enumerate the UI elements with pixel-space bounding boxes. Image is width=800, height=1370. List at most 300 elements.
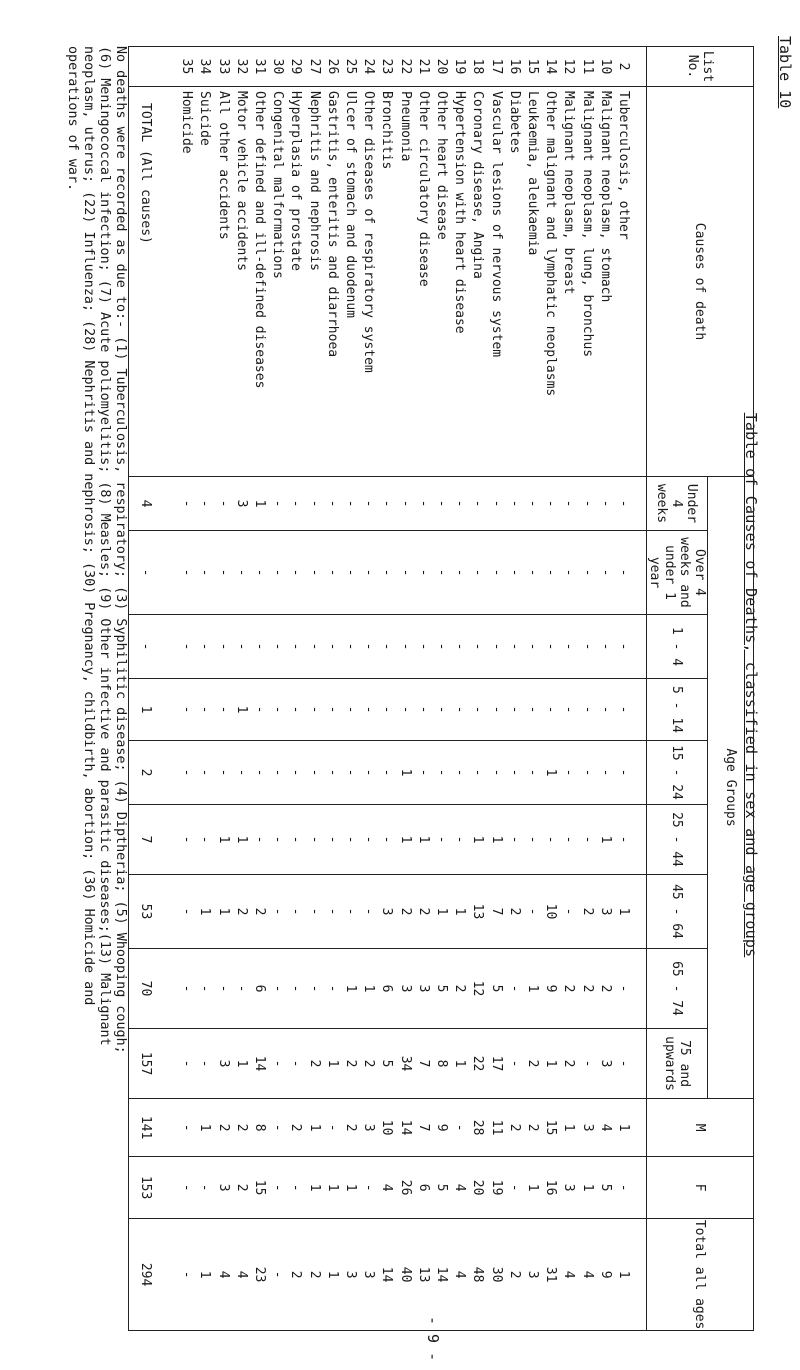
- female-count-cell: 6: [414, 1157, 432, 1219]
- age-count-cell: -: [596, 477, 614, 531]
- table-row: [232, 47, 250, 1331]
- total-count-cell: 3: [341, 1219, 359, 1331]
- age-count-cell: -: [195, 1029, 213, 1099]
- age-count-cell: 3: [596, 875, 614, 949]
- male-count-cell: 28: [468, 1099, 486, 1157]
- cause-cell: Tuberculosis, other: [614, 87, 632, 477]
- age-count-cell: 3: [596, 1029, 614, 1099]
- age-count-cell: -: [177, 679, 195, 741]
- age-count-cell: 6: [250, 949, 268, 1029]
- list-no-cell: 35: [177, 47, 195, 87]
- male-count-cell: -: [450, 1099, 468, 1157]
- male-count-cell: 2: [286, 1099, 304, 1157]
- age-count-cell: -: [541, 615, 559, 679]
- age-count-cell: -: [323, 805, 341, 875]
- table-row: [432, 47, 450, 1331]
- age-count-cell: 3: [395, 949, 413, 1029]
- male-count-cell: 4: [596, 1099, 614, 1157]
- age-count-cell: -: [304, 531, 322, 615]
- age-count-cell: -: [505, 615, 523, 679]
- age-count-cell: -: [414, 477, 432, 531]
- total-count-cell: 2: [304, 1219, 322, 1331]
- female-header: F: [647, 1157, 754, 1219]
- age-count-cell: -: [213, 477, 231, 531]
- age-count-cell: -: [614, 477, 632, 531]
- age-count-cell: -: [614, 615, 632, 679]
- age-count-cell: 2: [559, 1029, 577, 1099]
- age-count-cell: 1: [323, 1029, 341, 1099]
- table-row: [614, 47, 632, 1331]
- table-row: [523, 47, 541, 1331]
- table-row: [395, 47, 413, 1331]
- age-count-cell: -: [523, 477, 541, 531]
- cause-cell: All other accidents: [213, 87, 231, 477]
- female-count-cell: -: [614, 1157, 632, 1219]
- age-count-cell: -: [341, 477, 359, 531]
- age-count-cell: 1: [213, 875, 231, 949]
- age-count-cell: -: [450, 615, 468, 679]
- table-row: [359, 47, 377, 1331]
- age-count-cell: 2: [359, 1029, 377, 1099]
- age-count-cell: -: [268, 531, 286, 615]
- age-count-cell: -: [304, 741, 322, 805]
- total-count-cell: 1: [195, 1219, 213, 1331]
- age-count-cell: -: [304, 875, 322, 949]
- age-count-cell: -: [432, 477, 450, 531]
- table-row: [341, 47, 359, 1331]
- age-count-cell: 2: [523, 1029, 541, 1099]
- age-count-cell: 3: [377, 875, 395, 949]
- table-row: [577, 47, 595, 1331]
- cause-cell: Hyperplasia of prostate: [286, 87, 304, 477]
- female-count-cell: -: [177, 1157, 195, 1219]
- list-no-cell: 17: [486, 47, 504, 87]
- age-count-cell: -: [505, 805, 523, 875]
- total-count-cell: 4: [577, 1219, 595, 1331]
- female-count-cell: -: [195, 1157, 213, 1219]
- cause-cell: Malignant neoplasm, stomach: [596, 87, 614, 477]
- list-no-cell: 34: [195, 47, 213, 87]
- age-count-cell: -: [596, 531, 614, 615]
- age-count-cell: -: [377, 741, 395, 805]
- total-count-cell: 3: [523, 1219, 541, 1331]
- table-row: [414, 47, 432, 1331]
- list-no-cell: 14: [541, 47, 559, 87]
- age-count-cell: 10: [541, 875, 559, 949]
- female-count-cell: 3: [213, 1157, 231, 1219]
- male-count-cell: 2: [213, 1099, 231, 1157]
- female-count-cell: 1: [304, 1157, 322, 1219]
- age-count-cell: 5: [377, 1029, 395, 1099]
- age-count-cell: 1: [450, 1029, 468, 1099]
- age-count-cell: -: [128, 615, 163, 679]
- total-count-cell: 48: [468, 1219, 486, 1331]
- female-count-cell: 1: [577, 1157, 595, 1219]
- list-no-cell: 10: [596, 47, 614, 87]
- age-count-cell: -: [128, 531, 163, 615]
- female-count-cell: -: [505, 1157, 523, 1219]
- age-count-cell: 1: [523, 949, 541, 1029]
- age-count-cell: -: [268, 477, 286, 531]
- age-count-cell: -: [414, 615, 432, 679]
- age-count-cell: -: [614, 1029, 632, 1099]
- age-count-cell: 2: [450, 949, 468, 1029]
- age-header: 65 - 74: [647, 949, 708, 1029]
- cause-cell: Ulcer of stomach and duodenum: [341, 87, 359, 477]
- total-count-cell: 4: [232, 1219, 250, 1331]
- table-row: [450, 47, 468, 1331]
- list-no-cell: 11: [577, 47, 595, 87]
- page-number: - 9 -: [424, 1316, 442, 1362]
- age-count-cell: -: [432, 615, 450, 679]
- age-count-cell: -: [341, 615, 359, 679]
- age-count-cell: 1: [213, 805, 231, 875]
- age-count-cell: -: [359, 805, 377, 875]
- age-count-cell: 4: [128, 477, 163, 531]
- age-count-cell: -: [432, 531, 450, 615]
- age-count-cell: 2: [596, 949, 614, 1029]
- male-count-cell: -: [177, 1099, 195, 1157]
- age-count-cell: 2: [232, 875, 250, 949]
- age-count-cell: -: [286, 805, 304, 875]
- cause-cell: Diabetes: [505, 87, 523, 477]
- age-count-cell: -: [577, 531, 595, 615]
- spacer-row: [632, 47, 647, 1331]
- age-count-cell: -: [213, 679, 231, 741]
- age-count-cell: -: [486, 531, 504, 615]
- total-count-cell: -: [268, 1219, 286, 1331]
- age-count-cell: -: [523, 875, 541, 949]
- cause-cell: Bronchitis: [377, 87, 395, 477]
- age-count-cell: 1: [341, 949, 359, 1029]
- age-count-cell: -: [577, 477, 595, 531]
- age-count-cell: -: [359, 741, 377, 805]
- cause-cell: Leukaemia, aleukaemia: [523, 87, 541, 477]
- age-count-cell: -: [177, 741, 195, 805]
- male-count-cell: 3: [577, 1099, 595, 1157]
- age-count-cell: -: [377, 531, 395, 615]
- female-count-cell: 4: [377, 1157, 395, 1219]
- age-count-cell: 3: [213, 1029, 231, 1099]
- age-count-cell: -: [359, 875, 377, 949]
- age-count-cell: -: [577, 1029, 595, 1099]
- age-count-cell: 1: [250, 477, 268, 531]
- male-count-cell: 14: [395, 1099, 413, 1157]
- male-count-cell: 11: [486, 1099, 504, 1157]
- age-count-cell: -: [286, 477, 304, 531]
- male-count-cell: 10: [377, 1099, 395, 1157]
- female-count-cell: 20: [468, 1157, 486, 1219]
- table-row: [177, 47, 195, 1331]
- age-count-cell: -: [614, 805, 632, 875]
- age-count-cell: -: [341, 741, 359, 805]
- age-count-cell: -: [468, 615, 486, 679]
- age-count-cell: -: [505, 531, 523, 615]
- age-count-cell: 2: [505, 875, 523, 949]
- age-count-cell: -: [323, 615, 341, 679]
- age-header: Under 4 weeks: [647, 477, 708, 531]
- female-count-cell: 16: [541, 1157, 559, 1219]
- age-count-cell: -: [414, 679, 432, 741]
- age-count-cell: -: [596, 741, 614, 805]
- male-header: M: [647, 1099, 754, 1157]
- age-count-cell: -: [505, 949, 523, 1029]
- age-count-cell: 2: [395, 875, 413, 949]
- total-count-cell: 3: [359, 1219, 377, 1331]
- age-count-cell: 2: [577, 875, 595, 949]
- age-count-cell: 1: [232, 805, 250, 875]
- age-count-cell: -: [341, 531, 359, 615]
- male-count-cell: 1: [559, 1099, 577, 1157]
- cause-cell: TOTAL (All causes): [128, 87, 163, 477]
- age-count-cell: -: [268, 1029, 286, 1099]
- age-count-cell: -: [195, 477, 213, 531]
- table-row: [559, 47, 577, 1331]
- age-count-cell: 157: [128, 1029, 163, 1099]
- age-count-cell: -: [195, 531, 213, 615]
- list-no-cell: 20: [432, 47, 450, 87]
- age-count-cell: -: [596, 615, 614, 679]
- list-no-cell: 21: [414, 47, 432, 87]
- list-no-cell: 23: [377, 47, 395, 87]
- age-count-cell: -: [523, 615, 541, 679]
- table-row: [468, 47, 486, 1331]
- age-count-cell: -: [359, 477, 377, 531]
- age-count-cell: -: [177, 949, 195, 1029]
- age-count-cell: 1: [596, 805, 614, 875]
- list-no-cell: 2: [614, 47, 632, 87]
- age-count-cell: -: [377, 477, 395, 531]
- cause-cell: Vascular lesions of nervous system: [486, 87, 504, 477]
- age-count-cell: -: [468, 531, 486, 615]
- female-count-cell: -: [359, 1157, 377, 1219]
- list-no-cell: 16: [505, 47, 523, 87]
- age-header: 25 - 44: [647, 805, 708, 875]
- age-count-cell: -: [213, 615, 231, 679]
- age-count-cell: -: [359, 531, 377, 615]
- age-count-cell: -: [486, 615, 504, 679]
- total-count-cell: 40: [395, 1219, 413, 1331]
- table-title: Table of Causes of Deaths, classified in sex and age groups: [742, 412, 760, 958]
- age-count-cell: -: [250, 615, 268, 679]
- male-count-cell: 141: [128, 1099, 163, 1157]
- age-count-cell: -: [450, 805, 468, 875]
- list-no-cell: 12: [559, 47, 577, 87]
- age-count-cell: -: [323, 949, 341, 1029]
- age-count-cell: -: [541, 679, 559, 741]
- age-count-cell: -: [286, 615, 304, 679]
- cause-cell: Other circulatory disease: [414, 87, 432, 477]
- age-count-cell: 3: [414, 949, 432, 1029]
- list-no-cell: 31: [250, 47, 268, 87]
- age-count-cell: -: [541, 477, 559, 531]
- age-header: 1 - 4: [647, 615, 708, 679]
- age-count-cell: -: [541, 531, 559, 615]
- age-count-cell: -: [505, 741, 523, 805]
- list-no-cell: 15: [523, 47, 541, 87]
- age-count-cell: -: [523, 805, 541, 875]
- age-count-cell: 53: [128, 875, 163, 949]
- age-count-cell: -: [250, 741, 268, 805]
- age-count-cell: 1: [195, 875, 213, 949]
- male-count-cell: -: [323, 1099, 341, 1157]
- age-count-cell: 1: [395, 805, 413, 875]
- total-row: [128, 47, 163, 1331]
- table-row: [505, 47, 523, 1331]
- age-count-cell: -: [559, 805, 577, 875]
- age-count-cell: -: [523, 531, 541, 615]
- age-count-cell: -: [450, 477, 468, 531]
- age-count-cell: -: [177, 477, 195, 531]
- age-count-cell: -: [432, 805, 450, 875]
- age-count-cell: -: [323, 741, 341, 805]
- total-count-cell: 4: [559, 1219, 577, 1331]
- age-count-cell: 1: [468, 805, 486, 875]
- age-count-cell: -: [232, 531, 250, 615]
- male-count-cell: 1: [195, 1099, 213, 1157]
- age-count-cell: -: [432, 741, 450, 805]
- age-count-cell: -: [304, 477, 322, 531]
- age-count-cell: -: [377, 615, 395, 679]
- age-count-cell: -: [286, 531, 304, 615]
- age-count-cell: 1: [232, 679, 250, 741]
- causes-of-death-table: [128, 46, 754, 1331]
- age-count-cell: -: [213, 741, 231, 805]
- age-count-cell: -: [250, 531, 268, 615]
- age-count-cell: 2: [577, 949, 595, 1029]
- age-count-cell: 7: [128, 805, 163, 875]
- list-no-cell: 19: [450, 47, 468, 87]
- age-header: 45 - 64: [647, 875, 708, 949]
- age-count-cell: 1: [432, 875, 450, 949]
- total-count-cell: 4: [213, 1219, 231, 1331]
- age-count-cell: -: [450, 531, 468, 615]
- age-count-cell: 2: [304, 1029, 322, 1099]
- spacer-row: [163, 47, 177, 1331]
- age-count-cell: 9: [541, 949, 559, 1029]
- age-count-cell: 2: [341, 1029, 359, 1099]
- male-count-cell: 9: [432, 1099, 450, 1157]
- age-count-cell: -: [268, 949, 286, 1029]
- age-count-cell: 1: [395, 741, 413, 805]
- age-count-cell: -: [268, 805, 286, 875]
- age-count-cell: -: [577, 805, 595, 875]
- total-count-cell: 30: [486, 1219, 504, 1331]
- age-count-cell: -: [505, 1029, 523, 1099]
- cause-cell: Hypertension with heart disease: [450, 87, 468, 477]
- age-count-cell: -: [304, 949, 322, 1029]
- age-count-cell: 2: [414, 875, 432, 949]
- age-count-cell: -: [304, 805, 322, 875]
- table-row: [286, 47, 304, 1331]
- male-count-cell: -: [268, 1099, 286, 1157]
- female-count-cell: 26: [395, 1157, 413, 1219]
- age-count-cell: 2: [128, 741, 163, 805]
- total-count-cell: 31: [541, 1219, 559, 1331]
- age-count-cell: -: [323, 679, 341, 741]
- age-count-cell: -: [195, 615, 213, 679]
- male-count-cell: 2: [505, 1099, 523, 1157]
- list-no-header: List No.: [647, 47, 754, 87]
- female-count-cell: 15: [250, 1157, 268, 1219]
- cause-cell: Other malignant and lymphatic neoplasms: [541, 87, 559, 477]
- cause-cell: Congenital malformations: [268, 87, 286, 477]
- female-count-cell: 1: [523, 1157, 541, 1219]
- age-count-cell: 5: [432, 949, 450, 1029]
- male-count-cell: 8: [250, 1099, 268, 1157]
- age-count-cell: -: [486, 741, 504, 805]
- age-count-cell: -: [323, 477, 341, 531]
- age-count-cell: -: [268, 875, 286, 949]
- age-count-cell: -: [614, 741, 632, 805]
- total-count-cell: 23: [250, 1219, 268, 1331]
- table-row: [213, 47, 231, 1331]
- age-count-cell: -: [250, 679, 268, 741]
- age-count-cell: -: [395, 531, 413, 615]
- age-count-cell: -: [505, 679, 523, 741]
- age-count-cell: -: [486, 679, 504, 741]
- age-count-cell: -: [614, 679, 632, 741]
- age-count-cell: 8: [432, 1029, 450, 1099]
- age-count-cell: -: [195, 741, 213, 805]
- age-count-cell: -: [577, 741, 595, 805]
- age-count-cell: -: [559, 477, 577, 531]
- age-count-cell: -: [177, 875, 195, 949]
- age-count-cell: -: [268, 679, 286, 741]
- table-body: [128, 47, 646, 1331]
- table-row: [268, 47, 286, 1331]
- age-count-cell: -: [432, 679, 450, 741]
- age-count-cell: -: [577, 615, 595, 679]
- cause-cell: Homicide: [177, 87, 195, 477]
- female-count-cell: 4: [450, 1157, 468, 1219]
- list-no-cell: 26: [323, 47, 341, 87]
- age-count-cell: -: [286, 1029, 304, 1099]
- age-count-cell: -: [450, 741, 468, 805]
- age-count-cell: -: [377, 805, 395, 875]
- list-no-cell: 33: [213, 47, 231, 87]
- age-count-cell: -: [523, 741, 541, 805]
- age-count-cell: -: [468, 741, 486, 805]
- male-count-cell: 3: [359, 1099, 377, 1157]
- list-no-cell: 30: [268, 47, 286, 87]
- age-count-cell: -: [505, 477, 523, 531]
- age-count-cell: 1: [359, 949, 377, 1029]
- table-row: [486, 47, 504, 1331]
- age-count-cell: -: [177, 805, 195, 875]
- age-count-cell: -: [577, 679, 595, 741]
- footnote: No deaths were recorded as due to:- (1) Tuberculosis, respiratory; (3) Syphilitic disease; (4) Diptheria; (5) Whooping cough; (6) Meningococcal infection; (7) Acute poliomyelitis; (8) Measles; (9) Other infective and parasitic diseases;(13) Malignant neoplasm, uterus; (22) Influenza; (28) Nephritis and nephrosis; (30) Pregnancy, childbirth, abortion; (36) Homicide and operations of war.: [65, 46, 128, 1054]
- age-count-cell: -: [177, 615, 195, 679]
- cause-cell: Pneumonia: [395, 87, 413, 477]
- table-row: [377, 47, 395, 1331]
- total-count-cell: 14: [377, 1219, 395, 1331]
- age-count-cell: -: [286, 679, 304, 741]
- age-count-cell: -: [195, 949, 213, 1029]
- age-count-cell: -: [596, 679, 614, 741]
- age-count-cell: -: [341, 875, 359, 949]
- female-count-cell: 3: [559, 1157, 577, 1219]
- cause-cell: Nephritis and nephrosis: [304, 87, 322, 477]
- age-count-cell: 1: [486, 805, 504, 875]
- male-count-cell: 7: [414, 1099, 432, 1157]
- age-count-cell: -: [232, 615, 250, 679]
- table-row: [195, 47, 213, 1331]
- table-row: [541, 47, 559, 1331]
- age-count-cell: -: [268, 741, 286, 805]
- female-count-cell: 5: [432, 1157, 450, 1219]
- age-count-cell: 1: [128, 679, 163, 741]
